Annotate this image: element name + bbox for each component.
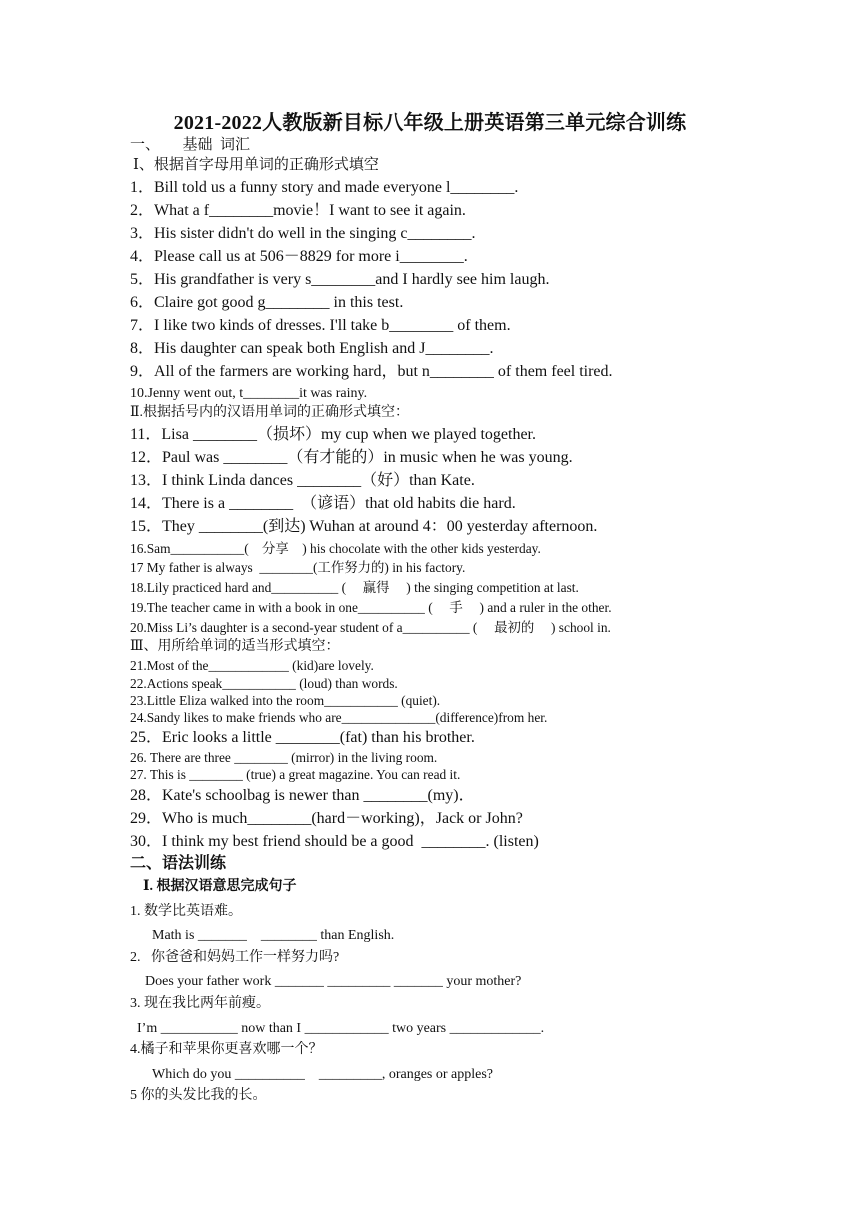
list-item: 5．His grandfather is very s________and I hardly see him laugh. — [130, 271, 550, 288]
list-item: 1．Bill told us a funny story and made everyone l________. — [130, 179, 519, 196]
list-item: 3．His sister didn't do well in the singing c________. — [130, 225, 476, 242]
list-item: I’m ___________ now than I ____________ two years _____________. — [137, 1021, 545, 1036]
list-item: 17 My father is always ________(工作努力的) in his factory. — [130, 560, 466, 575]
section-heading-vocabulary: 一、 基础 词汇 — [130, 137, 251, 153]
part-heading-chinese-hint: Ⅱ.根据括号内的汉语用单词的正确形式填空： — [130, 405, 410, 420]
section-heading-grammar: 二、语法训练 — [130, 855, 227, 872]
list-item: 14．There is a ________ （谚语）that old habits die hard. — [130, 495, 516, 512]
list-item: 30．I think my best friend should be a good ________. (listen) — [130, 833, 539, 850]
page-title: 2021-2022人教版新目标八年级上册英语第三单元综合训练 — [173, 112, 687, 134]
list-item: 7．I like two kinds of dresses. I'll take b________ of them. — [130, 317, 511, 334]
list-item: 16.Sam___________( 分享 ) his chocolate with the other kids yesterday. — [130, 541, 541, 556]
list-item: 11．Lisa ________（损坏）my cup when we played together. — [130, 426, 537, 443]
list-item: 25．Eric looks a little ________(fat) than his brother. — [130, 729, 475, 746]
list-item: 26. There are three ________ (mirror) in the living room. — [130, 750, 438, 765]
list-item: 21.Most of the____________ (kid)are lovely. — [130, 658, 374, 673]
part-heading-complete-sentences: Ⅰ. 根据汉语意思完成句子 — [143, 879, 297, 894]
list-item: 2．What a f________movie！I want to see it again. — [130, 202, 466, 219]
list-item: 15．They ________(到达) Wuhan at around 4：00 yesterday afternoon. — [130, 518, 598, 535]
list-item: 8．His daughter can speak both English and J________. — [130, 340, 494, 357]
list-item: 9．All of the farmers are working hard，but n________ of them feel tired. — [130, 363, 613, 380]
list-item: 23.Little Eliza walked into the room___________ (quiet). — [130, 693, 441, 708]
list-item: 19.The teacher came in with a book in one__________ ( 手 ) and a ruler in the other. — [130, 600, 612, 615]
list-item: 24.Sandy likes to make friends who are______________(difference)from her. — [130, 710, 548, 725]
list-item: Math is _______ ________ than English. — [152, 928, 395, 943]
list-item: 3. 现在我比两年前瘦。 — [130, 996, 270, 1011]
list-item: 6．Claire got good g________ in this test. — [130, 294, 404, 311]
list-item: 1. 数学比英语难。 — [130, 904, 242, 919]
list-item: 18.Lily practiced hard and__________ ( 赢得 ) the singing competition at last. — [130, 580, 579, 595]
list-item: 5 你的头发比我的长。 — [130, 1088, 267, 1103]
list-item: 20.Miss Li’s daughter is a second-year student of a__________ ( 最初的 ) school in. — [130, 620, 611, 635]
list-item: 10.Jenny went out, t________it was rainy. — [130, 386, 368, 401]
list-item: 22.Actions speak___________ (loud) than words. — [130, 676, 398, 691]
list-item: Does your father work _______ _________ _______ your mother? — [145, 974, 522, 989]
part-heading-word-forms: Ⅲ、用所给单词的适当形式填空： — [130, 639, 340, 654]
list-item: 13．I think Linda dances ________（好）than Kate. — [130, 472, 475, 489]
list-item: 12．Paul was ________（有才能的）in music when he was young. — [130, 449, 573, 466]
list-item: 4.橘子和苹果你更喜欢哪一个？ — [130, 1042, 323, 1057]
list-item: 28．Kate's schoolbag is newer than ________(my)． — [130, 787, 475, 804]
list-item: 2. 你爸爸和妈妈工作一样努力吗? — [130, 950, 340, 965]
part-heading-initial-letter: Ⅰ、根据首字母用单词的正确形式填空 — [133, 157, 379, 173]
list-item: 4．Please call us at 506－8829 for more i________. — [130, 248, 468, 265]
list-item: Which do you __________ _________, oranges or apples? — [152, 1067, 493, 1082]
list-item: 29．Who is much________(hard－working)，Jack or John? — [130, 810, 523, 827]
list-item: 27. This is ________ (true) a great magazine. You can read it. — [130, 767, 461, 782]
